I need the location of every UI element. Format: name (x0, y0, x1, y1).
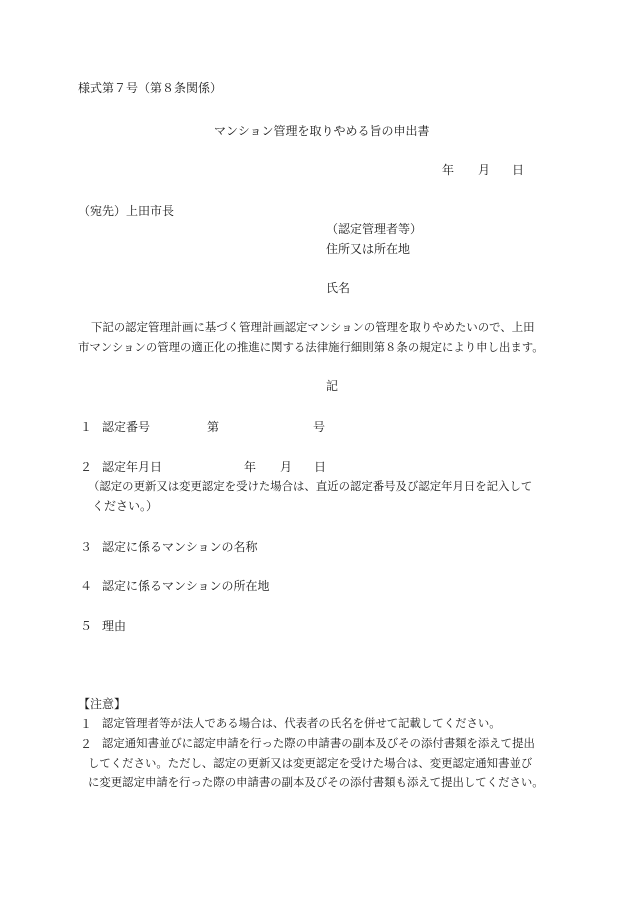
item-5-label: 理由 (102, 619, 127, 633)
item-2-month: 月 (280, 460, 293, 474)
body-text-line-1: 下記の認定管理計画に基づく管理計画認定マンションの管理を取りやめたいので、上田 (91, 320, 535, 334)
item-3-number: ３ (80, 540, 93, 554)
item-2-number: ２ (80, 460, 93, 474)
item-5-number: ５ (80, 619, 93, 633)
date-month: 月 (478, 163, 491, 177)
item-2-note-line-2: ください。） (92, 499, 159, 513)
ki-heading: 記 (326, 379, 339, 393)
applicant-name-label: 氏名 (326, 281, 351, 295)
date-year: 年 (442, 163, 455, 177)
item-2-day: 日 (314, 460, 327, 474)
date-day: 日 (512, 163, 525, 177)
item-3-label: 認定に係るマンションの名称 (102, 540, 258, 554)
note-1-number: １ (80, 717, 93, 731)
body-text-line-2: 市マンションの管理の適正化の推進に関する法律施行細則第８条の規定により申し出ます。 (78, 340, 544, 354)
note-1-text: 認定管理者等が法人である場合は、代表者の氏名を併せて記載してください。 (102, 716, 501, 730)
item-1-dai: 第 (207, 420, 220, 434)
applicant-role: （認定管理者等） (326, 222, 423, 236)
note-2-number: ２ (80, 737, 93, 751)
item-4-number: ４ (80, 579, 93, 593)
item-2-note-line-1: （認定の更新又は変更認定を受けた場合は、直近の認定番号及び認定年月日を記入して (88, 479, 533, 493)
item-1-label: 認定番号 (102, 420, 151, 434)
note-2-text-line-2: してください。ただし、認定の更新又は変更認定を受けた場合は、変更認定通知書並び (88, 756, 533, 770)
applicant-address-label: 住所又は所在地 (326, 242, 411, 256)
document-title: マンション管理を取りやめる旨の申出書 (214, 124, 430, 138)
form-number: 様式第７号（第８条関係） (78, 81, 223, 95)
item-1-go: 号 (313, 420, 326, 434)
item-2-year: 年 (244, 460, 257, 474)
addressee: （宛先）上田市長 (78, 204, 175, 218)
item-2-label: 認定年月日 (102, 460, 163, 474)
item-1-number: １ (80, 420, 93, 434)
note-2-text-line-1: 認定通知書並びに認定申請を行った際の申請書の副本及びその添付書類を添えて提出 (102, 736, 535, 750)
note-2-text-line-3: に変更認定申請を行った際の申請書の副本及びその添付書類も添えて提出してください。 (88, 775, 544, 789)
item-4-label: 認定に係るマンションの所在地 (102, 579, 270, 593)
notes-heading: 【注意】 (78, 697, 127, 711)
